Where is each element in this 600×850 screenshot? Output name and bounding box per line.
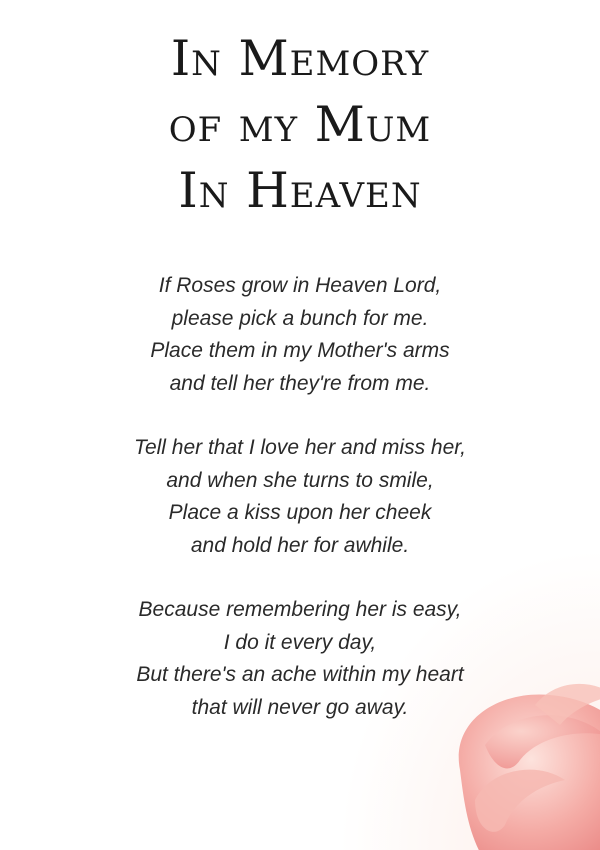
poem-line: and tell her they're from me. [169,371,431,395]
poem-line: Tell her that I love her and miss her, [134,436,466,459]
poem-line: I do it every day, [223,630,377,654]
title-line-3: In Heaven [178,162,422,219]
pink-rose-icon [440,650,600,850]
poem-line: Place them in my Mother's arms [150,339,450,362]
stanza-1 [0,270,600,400]
poem-line: If Roses grow in Heaven Lord, [158,274,442,297]
poem-line: that will never go away. [191,695,409,719]
poem-line: Because remembering her is easy, [138,598,462,621]
poem-line: please pick a bunch for me. [171,306,429,330]
poem-line: But there's an ache within my heart [136,663,464,686]
poem-line: and when she turns to smile, [166,468,434,492]
stanza-2 [0,432,600,562]
title-line-2: of my Mum [168,96,432,153]
page-title [0,26,600,224]
poem-line: and hold her for awhile. [190,533,410,557]
title-line-1: In Memory [170,30,430,87]
poem-line: Place a kiss upon her cheek [168,501,432,524]
